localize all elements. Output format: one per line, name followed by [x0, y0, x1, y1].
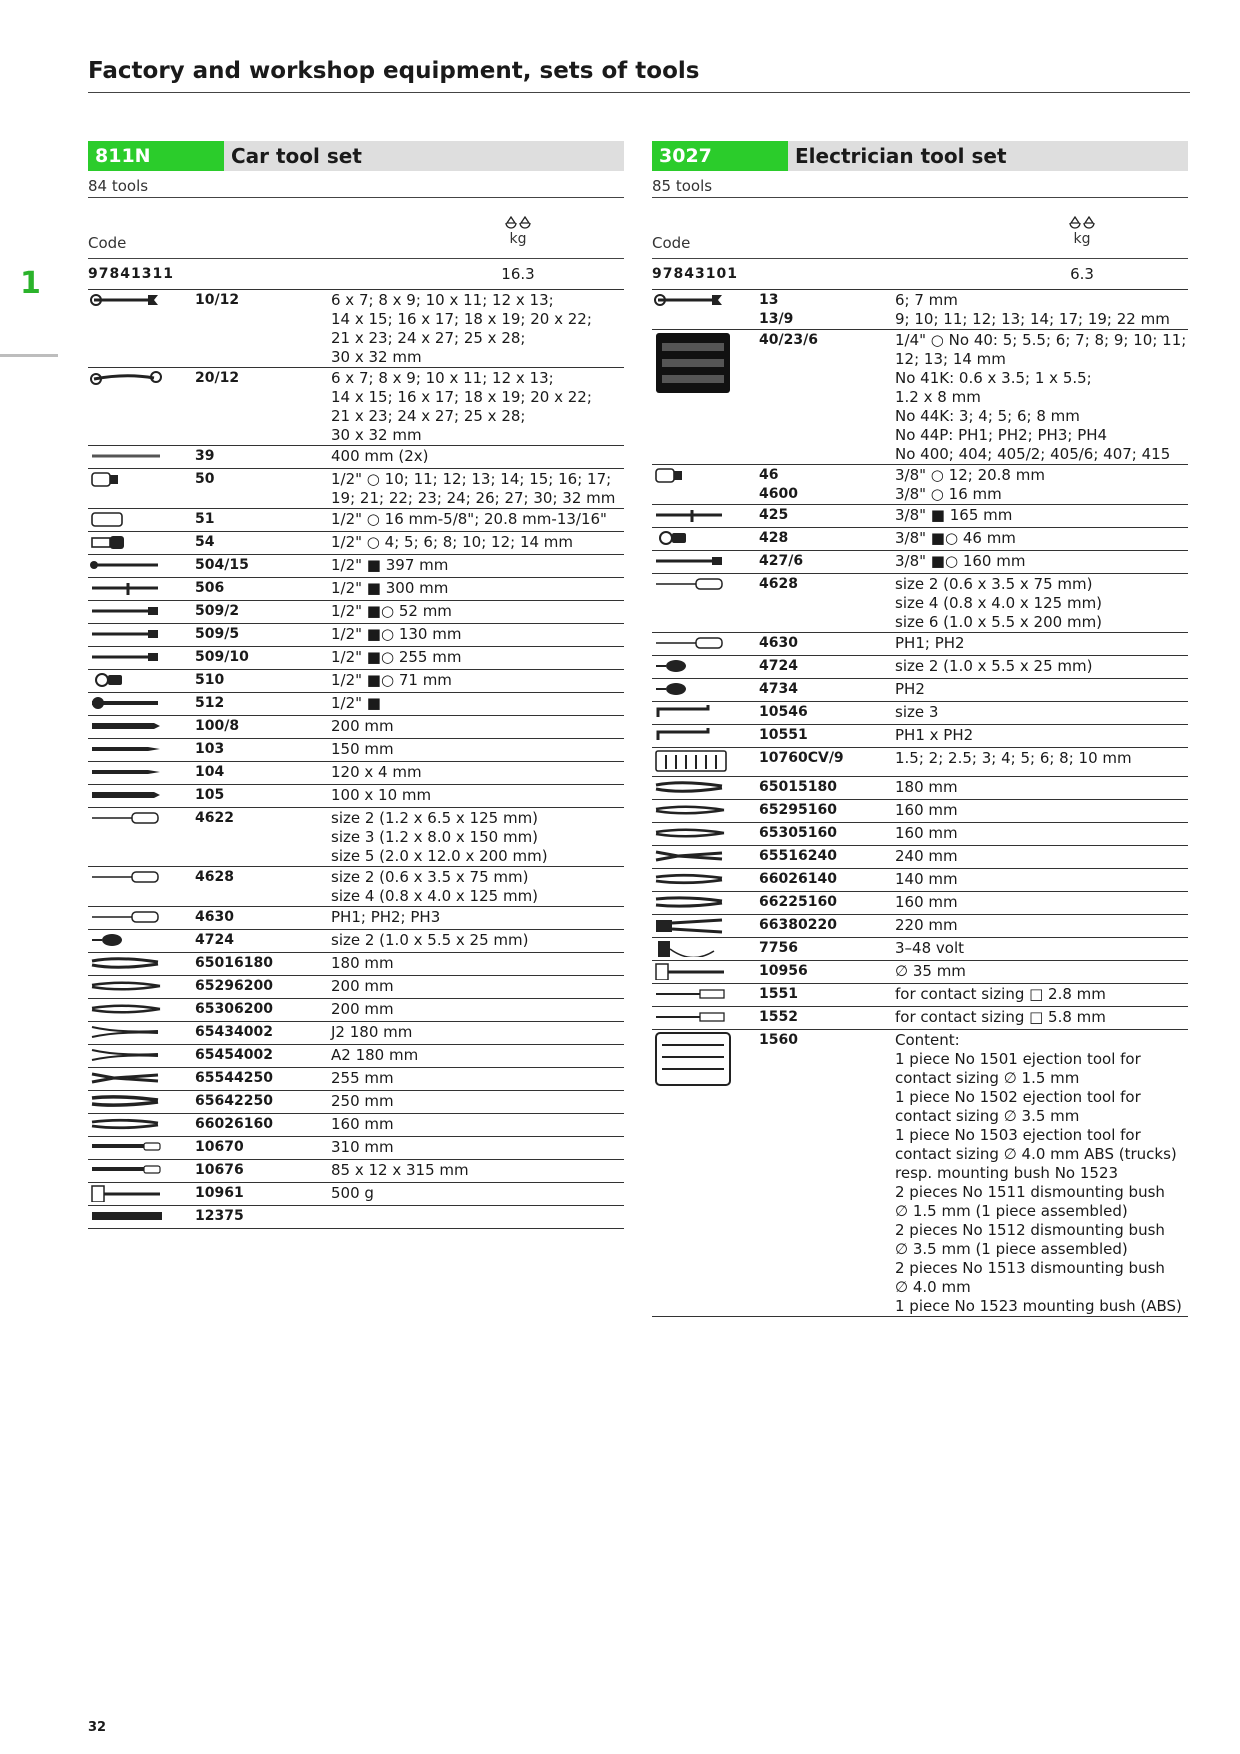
tool-row: [88, 1022, 624, 1045]
long-nose-pliers-icon: [88, 977, 178, 999]
tool-description: [331, 1206, 624, 1207]
code-label: Code: [652, 234, 691, 252]
tool-description: size 2 (1.2 x 6.5 x 125 mm) size 3 (1.2 x 8.0 x 150 mm) size 5 (2.0 x 12.0 x 200 mm): [331, 809, 548, 865]
tool-row: [88, 624, 624, 647]
tool-row: [88, 930, 624, 953]
file-icon: [88, 1161, 178, 1183]
tool-number: 10546: [759, 704, 808, 720]
tool-description: 3/8" ■○ 46 mm: [895, 529, 1016, 547]
tool-row: [88, 739, 624, 762]
tool-row: [652, 938, 1188, 961]
tool-row: [652, 505, 1188, 528]
tool-row: [652, 725, 1188, 748]
tool-description: size 2 (1.0 x 5.5 x 25 mm): [895, 657, 1093, 675]
tool-row: [652, 823, 1188, 846]
tool-number: 40/23/6: [759, 332, 818, 348]
tools-count: 85 tools: [652, 177, 713, 195]
tool-number: 66026140: [759, 871, 837, 887]
tool-description: 200 mm: [331, 977, 394, 995]
tool-row: [652, 777, 1188, 800]
socket-icon: [88, 470, 178, 492]
stubby-screwdriver-icon: [652, 657, 742, 679]
tool-description: Content: 1 piece No 1501 ejection tool for contact sizing ∅ 1.5 mm 1 piece No 1502 ejection tool for contact sizing ∅ 3.5 mm 1 piece No 1503 ejection tool for contact sizing ∅ 4.0 mm ABS (trucks) resp. mounting bush No 1523 2 pieces No 1511 dismounting bush ∅ 1.5 mm (1 piece assembled) 2 pieces No 1512 dismounting bush ∅ 3.5 mm (1 piece assembled) 2 pieces No 1513 dismounting bush ∅ 4.0 mm 1 piece No 1523 mounting bush (ABS): [895, 1031, 1182, 1315]
tool-row: [652, 748, 1188, 777]
chisel-icon: [88, 786, 178, 808]
title-rule: [88, 92, 1190, 93]
tool-description: 6; 7 mm 9; 10; 11; 12; 13; 14; 17; 19; 22 mm: [895, 291, 1170, 328]
ejection-tool-icon: [652, 985, 742, 1007]
tool-row: [652, 1030, 1188, 1317]
tool-number: 10670: [195, 1139, 244, 1155]
tools-count: 84 tools: [88, 177, 149, 195]
tool-description: 255 mm: [331, 1069, 394, 1087]
tool-row: [652, 574, 1188, 633]
side-cutter-icon: [652, 870, 742, 892]
tool-description: PH1 x PH2: [895, 726, 974, 744]
tool-number: 65295160: [759, 802, 837, 818]
tool-description: 200 mm: [331, 1000, 394, 1018]
tool-number: 427/6: [759, 553, 804, 569]
set-name: Car tool set: [224, 141, 624, 171]
tool-number: 20/12: [195, 370, 240, 386]
tool-row: [652, 1007, 1188, 1030]
screwdriver-icon: [88, 908, 178, 930]
tool-number: 65454002: [195, 1047, 273, 1063]
tool-number: 428: [759, 530, 789, 546]
tool-description: ∅ 35 mm: [895, 962, 966, 980]
tool-row: [88, 670, 624, 693]
tool-number: 4628: [759, 576, 798, 592]
t-handle-icon: [88, 579, 178, 601]
tool-row: [88, 1045, 624, 1068]
tool-row: [88, 1068, 624, 1091]
tool-description: 1/2" ○ 4; 5; 6; 8; 10; 12; 14 mm: [331, 533, 574, 551]
set-header: [88, 141, 624, 171]
tool-description: 150 mm: [331, 740, 394, 758]
tool-row: [88, 1091, 624, 1114]
tool-number: 46 4600: [759, 467, 798, 502]
tool-row: [652, 846, 1188, 869]
wire-stripper-icon: [652, 893, 742, 915]
t-handle-icon: [652, 506, 742, 528]
electrician-tool-set: [652, 141, 1188, 1317]
screwdriver-icon: [88, 868, 178, 890]
scale-icon: [505, 216, 531, 230]
tool-number: 4630: [759, 635, 798, 651]
tool-description: 180 mm: [895, 778, 958, 796]
combination-pliers-icon: [88, 954, 178, 976]
set-weight: 6.3: [1070, 265, 1094, 283]
tool-row: [652, 528, 1188, 551]
tool-number: 13 13/9: [759, 292, 794, 327]
tool-number: 4628: [195, 869, 234, 885]
chapter-number: 1: [20, 266, 41, 301]
long-nose-pliers-icon: [652, 801, 742, 823]
ratchet-icon: [88, 694, 178, 716]
tool-number: 66380220: [759, 917, 837, 933]
tool-number: 4734: [759, 681, 798, 697]
tool-row: [88, 289, 624, 368]
tool-number: 66225160: [759, 894, 837, 910]
tool-row: [88, 1183, 624, 1206]
tool-number: 10961: [195, 1185, 244, 1201]
hex-socket-icon: [88, 533, 178, 555]
ejection-tool-icon: [652, 1008, 742, 1030]
tool-number: 4724: [195, 932, 234, 948]
tool-description: 250 mm: [331, 1092, 394, 1110]
tool-row: [88, 446, 624, 469]
set-code: 97841311: [88, 266, 174, 282]
tool-row: [88, 762, 624, 785]
long-nose-pliers-icon: [652, 824, 742, 846]
locking-pliers-icon: [88, 1092, 178, 1114]
tool-number: 39: [195, 448, 215, 464]
extension-bar-icon: [88, 602, 178, 624]
tool-number: 103: [195, 741, 225, 757]
page-number: 32: [88, 1720, 107, 1735]
tool-number: 4630: [195, 909, 234, 925]
tool-description: for contact sizing □ 5.8 mm: [895, 1008, 1106, 1026]
extension-bar-icon: [652, 552, 742, 574]
tyre-lever-icon: [88, 447, 178, 469]
tool-description: 85 x 12 x 315 mm: [331, 1161, 469, 1179]
tool-description: 3/8" ■○ 160 mm: [895, 552, 1026, 570]
tool-row: [88, 907, 624, 930]
ring-wrench-icon: [88, 369, 178, 391]
set-code-row: [652, 259, 1188, 289]
tool-row: [652, 679, 1188, 702]
tool-row: [88, 578, 624, 601]
set-name: Electrician tool set: [788, 141, 1188, 171]
tool-number: 425: [759, 507, 789, 523]
tool-row: [652, 892, 1188, 915]
tool-description: 1/2" ■○ 255 mm: [331, 648, 462, 666]
spark-plug-socket-icon: [88, 510, 178, 532]
tool-row: [88, 693, 624, 716]
tool-description: size 2 (0.6 x 3.5 x 75 mm) size 4 (0.8 x 4.0 x 125 mm) size 6 (1.0 x 5.5 x 200 mm): [895, 575, 1103, 631]
page-title: Factory and workshop equipment, sets of tools: [88, 58, 700, 84]
tool-row: [88, 1114, 624, 1137]
tool-number: 504/15: [195, 557, 249, 573]
tool-row: [88, 1137, 624, 1160]
tool-row: [88, 785, 624, 808]
offset-screwdriver-icon: [652, 703, 742, 725]
tool-description: for contact sizing □ 2.8 mm: [895, 985, 1106, 1003]
tool-row: [88, 867, 624, 907]
tool-description: 140 mm: [895, 870, 958, 888]
socket-set-case-icon: [652, 331, 742, 399]
hex-key-set-icon: [652, 749, 742, 777]
extension-bar-icon: [88, 625, 178, 647]
tool-row: [652, 551, 1188, 574]
water-pump-pliers-icon: [88, 1069, 178, 1091]
column-header: [652, 212, 1188, 258]
tool-row: [88, 953, 624, 976]
tool-row: [88, 368, 624, 446]
tool-row: [652, 961, 1188, 984]
tool-number: 66026160: [195, 1116, 273, 1132]
tool-number: 65434002: [195, 1024, 273, 1040]
chisel-icon: [88, 717, 178, 739]
tool-row: [652, 915, 1188, 938]
tool-number: 10/12: [195, 292, 240, 308]
tool-row: [652, 656, 1188, 679]
circlip-pliers-icon: [88, 1046, 178, 1068]
tool-number: 10760CV/9: [759, 750, 844, 766]
tool-description: 500 g: [331, 1184, 374, 1202]
tool-number: 4622: [195, 810, 234, 826]
set-code: 97843101: [652, 266, 738, 282]
kg-label: kg: [509, 231, 527, 247]
tool-description: 160 mm: [331, 1115, 394, 1133]
universal-joint-icon: [652, 529, 742, 551]
tool-number: 65015180: [759, 779, 837, 795]
tool-description: 220 mm: [895, 916, 958, 934]
stubby-screwdriver-icon: [88, 931, 178, 953]
tool-number: 509/5: [195, 626, 240, 642]
offset-screwdriver-icon: [652, 726, 742, 748]
long-nose-pliers-icon: [88, 1000, 178, 1022]
tool-row: [652, 984, 1188, 1007]
tool-description: 200 mm: [331, 717, 394, 735]
tool-number: 65642250: [195, 1093, 273, 1109]
tool-description: 3–48 volt: [895, 939, 965, 957]
tool-description: size 2 (1.0 x 5.5 x 25 mm): [331, 931, 529, 949]
tool-number: 4724: [759, 658, 798, 674]
tool-row: [88, 601, 624, 624]
tool-case-icon: [652, 1031, 742, 1091]
tool-number: 10956: [759, 963, 808, 979]
universal-joint-icon: [88, 671, 178, 693]
tool-number: 51: [195, 511, 215, 527]
tool-number: 509/2: [195, 603, 240, 619]
punch-icon: [88, 763, 178, 785]
punch-icon: [88, 740, 178, 762]
screwdriver-icon: [652, 575, 742, 597]
tool-row: [88, 532, 624, 555]
roll-bag-icon: [88, 1207, 178, 1229]
tool-description: 100 x 10 mm: [331, 786, 432, 804]
tool-description: 1/2" ■○ 130 mm: [331, 625, 462, 643]
chapter-tab: [0, 354, 58, 357]
tool-number: 105: [195, 787, 225, 803]
file-icon: [88, 1138, 178, 1160]
tool-number: 512: [195, 695, 225, 711]
tool-number: 506: [195, 580, 225, 596]
tool-description: 310 mm: [331, 1138, 394, 1156]
tool-row: [88, 509, 624, 532]
tool-number: 1551: [759, 986, 798, 1002]
tool-number: 10676: [195, 1162, 244, 1178]
hammer-icon: [652, 962, 742, 984]
tool-row: [652, 633, 1188, 656]
tool-number: 510: [195, 672, 225, 688]
tool-number: 65296200: [195, 978, 273, 994]
scale-icon: [1069, 216, 1095, 230]
tool-description: 3/8" ○ 12; 20.8 mm 3/8" ○ 16 mm: [895, 466, 1045, 503]
tool-description: 160 mm: [895, 801, 958, 819]
set-number: 3027: [652, 141, 788, 171]
combination-wrench-icon: [88, 291, 178, 313]
tool-row: [652, 702, 1188, 725]
screwdriver-icon: [652, 634, 742, 656]
tool-row: [88, 555, 624, 578]
divider: [652, 197, 1188, 198]
tool-description: 1/4" ○ No 40: 5; 5.5; 6; 7; 8; 9; 10; 11; 12; 13; 14 mm No 41K: 0.6 x 3.5; 1 x 5.5; 1.2 x 8 mm No 44K: 3; 4; 5; 6; 8 mm No 44P: PH1; PH2; PH3; PH4 No 400; 404; 405/2; 405/6; 407; 415: [895, 331, 1187, 463]
tool-row: [88, 647, 624, 670]
tool-number: 100/8: [195, 718, 240, 734]
hinged-handle-icon: [88, 556, 178, 578]
tool-number: 509/10: [195, 649, 249, 665]
tool-description: 160 mm: [895, 824, 958, 842]
circlip-pliers-icon: [88, 1023, 178, 1045]
tool-row: [652, 465, 1188, 505]
tool-number: 54: [195, 534, 215, 550]
tool-description: 1/2" ■○ 71 mm: [331, 671, 452, 689]
tool-description: 180 mm: [331, 954, 394, 972]
tool-number: 50: [195, 471, 215, 487]
tool-description: 160 mm: [895, 893, 958, 911]
tool-description: 1/2" ■ 397 mm: [331, 556, 449, 574]
tool-number: 65544250: [195, 1070, 273, 1086]
tool-description: J2 180 mm: [331, 1023, 413, 1041]
tool-number: 7756: [759, 940, 798, 956]
tool-description: A2 180 mm: [331, 1046, 419, 1064]
tool-row: [88, 1206, 624, 1229]
weight-header: [1062, 216, 1102, 247]
tool-description: 3/8" ■ 165 mm: [895, 506, 1013, 524]
hammer-icon: [88, 1184, 178, 1206]
tool-description: 1/2" ■ 300 mm: [331, 579, 449, 597]
extension-bar-icon: [88, 648, 178, 670]
tool-description: PH2: [895, 680, 925, 698]
crimping-pliers-icon: [652, 916, 742, 938]
tool-description: 400 mm (2x): [331, 447, 429, 465]
tool-number: 65306200: [195, 1001, 273, 1017]
tool-number: 1552: [759, 1009, 798, 1025]
tool-description: 1/2" ■: [331, 694, 381, 712]
set-number: 811N: [88, 141, 224, 171]
tool-description: 1/2" ○ 10; 11; 12; 13; 14; 15; 16; 17; 19; 21; 22; 23; 24; 26; 27; 30; 32 mm: [331, 470, 616, 507]
tool-number: 1560: [759, 1032, 798, 1048]
tool-row: [652, 289, 1188, 330]
tool-description: 1.5; 2; 2.5; 3; 4; 5; 6; 8; 10 mm: [895, 749, 1132, 767]
kg-label: kg: [1073, 231, 1091, 247]
socket-icon: [652, 466, 742, 488]
water-pump-pliers-icon: [652, 847, 742, 869]
tool-number: 104: [195, 764, 225, 780]
tool-number: 12375: [195, 1208, 244, 1224]
tool-row: [88, 999, 624, 1022]
tool-row: [88, 976, 624, 999]
tool-description: PH1; PH2; PH3: [331, 908, 441, 926]
set-header: [652, 141, 1188, 171]
side-cutter-icon: [88, 1115, 178, 1137]
code-label: Code: [88, 234, 127, 252]
tool-row: [88, 808, 624, 867]
tool-row: [88, 469, 624, 509]
tool-row: [88, 716, 624, 739]
weight-header: [498, 216, 538, 247]
tool-list: [652, 289, 1188, 1317]
tool-description: 6 x 7; 8 x 9; 10 x 11; 12 x 13; 14 x 15; 16 x 17; 18 x 19; 20 x 22; 21 x 23; 24 x 27; 25 x 28; 30 x 32 mm: [331, 291, 592, 366]
tool-description: 120 x 4 mm: [331, 763, 422, 781]
tool-description: size 3: [895, 703, 939, 721]
tool-description: 1/2" ○ 16 mm-5/8"; 20.8 mm-13/16": [331, 510, 607, 528]
tool-description: 1/2" ■○ 52 mm: [331, 602, 452, 620]
tool-number: 65305160: [759, 825, 837, 841]
screwdriver-icon: [88, 809, 178, 831]
column-header: [88, 212, 624, 258]
tool-row: [652, 869, 1188, 892]
tool-description: size 2 (0.6 x 3.5 x 75 mm) size 4 (0.8 x 4.0 x 125 mm): [331, 868, 539, 905]
set-code-row: [88, 259, 624, 289]
stubby-screwdriver-icon: [652, 680, 742, 702]
combination-pliers-icon: [652, 778, 742, 800]
tool-number: 65016180: [195, 955, 273, 971]
tool-list: [88, 289, 624, 1229]
set-weight: 16.3: [501, 265, 535, 283]
tool-description: PH1; PH2: [895, 634, 965, 652]
tool-description: 6 x 7; 8 x 9; 10 x 11; 12 x 13; 14 x 15; 16 x 17; 18 x 19; 20 x 22; 21 x 23; 24 x 27; 25 x 28; 30 x 32 mm: [331, 369, 592, 444]
divider: [88, 197, 624, 198]
tool-description: 240 mm: [895, 847, 958, 865]
tool-row: [652, 800, 1188, 823]
tool-row: [652, 330, 1188, 465]
tool-row: [88, 1160, 624, 1183]
car-tool-set: [88, 141, 624, 1229]
combination-wrench-icon: [652, 291, 742, 313]
tool-number: 10551: [759, 727, 808, 743]
voltage-tester-icon: [652, 939, 742, 961]
tool-number: 65516240: [759, 848, 837, 864]
